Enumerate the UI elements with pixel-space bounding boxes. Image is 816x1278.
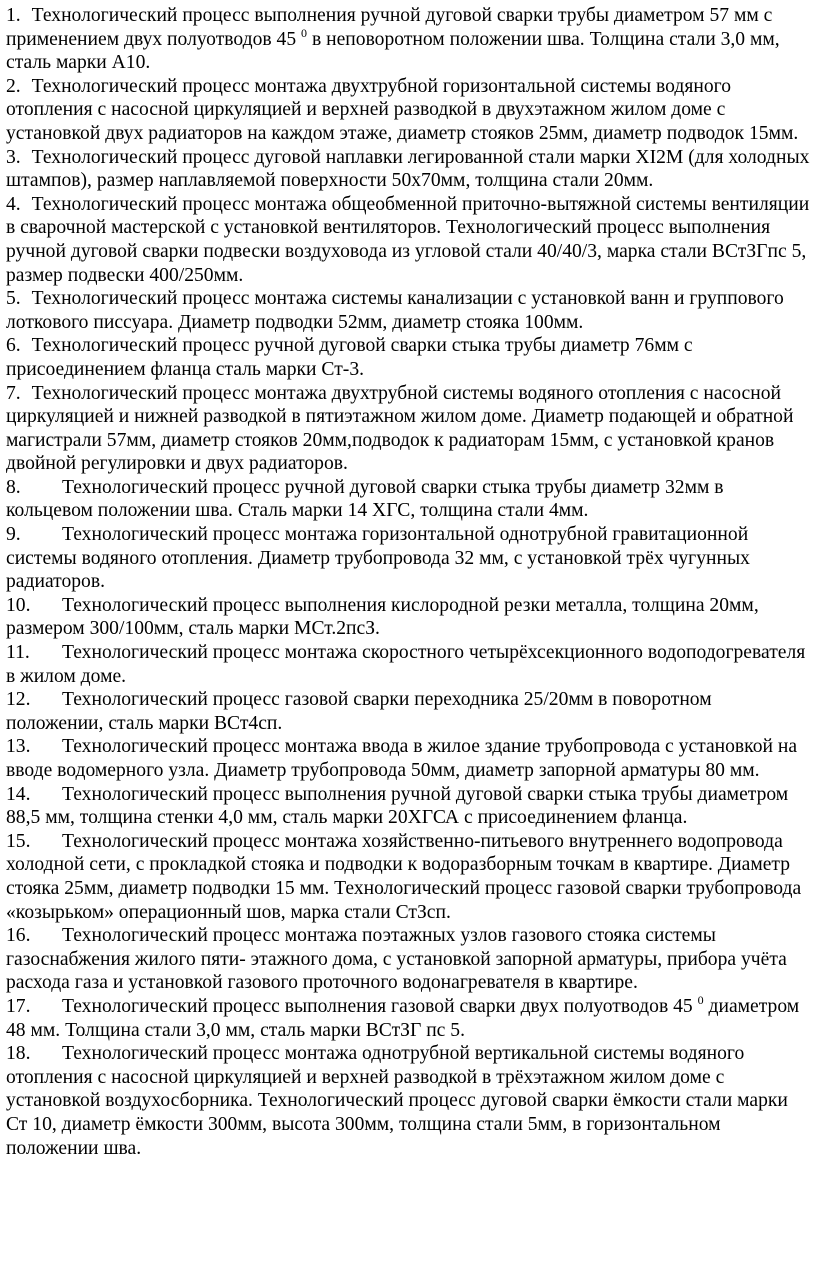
degree-superscript: 0 bbox=[301, 25, 308, 40]
list-item-2 bbox=[6, 75, 810, 146]
list-item-6 bbox=[6, 334, 810, 381]
item-number: 7. bbox=[6, 382, 21, 404]
item-text: Технологический процесс монтажа двухтрубной системы водяного отопления с насосной циркуляцией и нижней разводкой в пятиэтажном жилом доме. Диаметр подающей и обратной магистрали 57мм, диаметр стояков 20мм,подводок к радиаторам 15мм, с установкой кранов двойной регулировки и двух радиаторов. bbox=[6, 382, 794, 475]
list-item-14 bbox=[6, 783, 810, 830]
item-text: Технологический процесс ручной дуговой сварки стыка трубы диаметр 32мм в кольцевом положении шва. Сталь марки 14 ХГС, толщина стали 4мм. bbox=[6, 476, 724, 522]
item-text: Технологический процесс монтажа горизонтальной однотрубной гравитационной системы водяного отопления. Диаметр трубопровода 32 мм, с установкой трёх чугунных радиаторов. bbox=[6, 524, 750, 593]
list-item-9 bbox=[6, 523, 810, 594]
item-text-continued: диаметром 48 мм. Толщина стали 3,0 мм, сталь марки ВСтЗГ пс 5. bbox=[6, 995, 800, 1041]
list-item-18 bbox=[6, 1042, 810, 1160]
item-number: 5. bbox=[6, 288, 21, 310]
list-item-13 bbox=[6, 735, 810, 782]
list-item-10 bbox=[6, 594, 810, 641]
item-number: 18. bbox=[6, 1043, 31, 1065]
item-text: Технологический процесс монтажа однотрубной вертикальной системы водяного отопления с насосной циркуляцией и верхней разводкой в трёхэтажном жилом доме с установкой воздухосборника. Технологический процесс дуговой сварки ёмкости стали марки Ст 10, диаметр ёмкости 300мм, высота 300мм, толщина стали 5мм, в горизонтальном положении шва. bbox=[6, 1043, 788, 1159]
item-text: Технологический процесс выполнения газовой сварки двух полуотводов 45 bbox=[62, 995, 693, 1017]
item-number: 13. bbox=[6, 736, 31, 758]
item-text: Технологический процесс выполнения ручной дуговой сварки трубы диаметром 57 мм с применением двух полуотводов 45 bbox=[6, 5, 773, 50]
item-text: Технологический процесс выполнения ручной дуговой сварки стыка трубы диаметром 88,5 мм, толщина стенки 4,0 мм, сталь марки 20ХГСА с присоединением фланца. bbox=[6, 783, 789, 829]
list-item-5 bbox=[6, 287, 810, 334]
item-text: Технологический процесс монтажа двухтрубной горизонтальной системы водяного отопления с насосной циркуляцией и верхней разводкой в двухэтажном жилом доме с установкой двух радиаторов на каждом этаже, диаметр стояков 25мм, диаметр подводок 15мм. bbox=[6, 75, 799, 144]
list-item-1 bbox=[6, 4, 810, 75]
item-number: 1. bbox=[6, 5, 21, 26]
item-text: Технологический процесс газовой сварки переходника 25/20мм в поворотном положении, сталь марки ВСт4сп. bbox=[6, 689, 712, 734]
list-item-12 bbox=[6, 688, 810, 735]
item-text: Технологический процесс выполнения кислородной резки металла, толщина 20мм, размером 300/100мм, сталь марки МСт.2псЗ. bbox=[6, 594, 759, 640]
item-text: Технологический процесс ручной дуговой сварки стыка трубы диаметр 76мм с присоединением фланца сталь марки Ст-3. bbox=[6, 335, 693, 380]
item-number: 6. bbox=[6, 335, 21, 357]
item-text: Технологический процесс монтажа поэтажных узлов газового стояка системы газоснабжения жилого пяти- этажного дома, с установкой запорной арматуры, прибора учёта расхода газа и установкой газового проточного водонагревателя в квартире. bbox=[6, 925, 787, 994]
item-text: Технологический процесс дуговой наплавки легированной стали марки XI2M (для холодных штампов), размер наплавляемой поверхности 50x70мм, толщина стали 20мм. bbox=[6, 146, 810, 192]
list-item-7 bbox=[6, 382, 810, 476]
item-number: 14. bbox=[6, 783, 31, 805]
degree-superscript: 0 bbox=[697, 992, 704, 1007]
item-number: 17. bbox=[6, 995, 31, 1017]
item-number: 10. bbox=[6, 594, 31, 616]
item-text: Технологический процесс монтажа скоростного четырёхсекционного водоподогревателя в жилом доме. bbox=[6, 642, 806, 687]
item-number: 16. bbox=[6, 925, 31, 947]
list-item-4 bbox=[6, 193, 810, 287]
item-number: 2. bbox=[6, 75, 21, 97]
item-text-continued: в неповоротном положении шва. Толщина стали 3,0 мм, сталь марки А10. bbox=[6, 28, 780, 74]
item-number: 15. bbox=[6, 830, 31, 852]
item-number: 8. bbox=[6, 476, 21, 498]
list-item-11 bbox=[6, 641, 810, 688]
item-number: 3. bbox=[6, 146, 21, 168]
list-item-3 bbox=[6, 146, 810, 193]
item-number: 4. bbox=[6, 193, 21, 215]
item-number: 12. bbox=[6, 689, 31, 711]
task-list bbox=[6, 4, 810, 1160]
item-text: Технологический процесс монтажа хозяйственно-питьевого внутреннего водопровода холодной сети, с прокладкой стояка и подводки к водоразборным точкам в квартире. Диаметр стояка 25мм, диаметр подводки 15 мм. Технологический процесс газовой сварки трубопровода «козырьком» операционный шов, марка стали СтЗсп. bbox=[6, 830, 802, 923]
item-number: 9. bbox=[6, 524, 21, 546]
list-item-8 bbox=[6, 476, 810, 523]
item-text: Технологический процесс монтажа системы канализации с установкой ванн и группового лоткового писсуара. Диаметр подводки 52мм, диаметр стояка 100мм. bbox=[6, 288, 784, 333]
item-text: Технологический процесс монтажа общеобменной приточно-вытяжной системы вентиляции в сварочной мастерской с установкой вентиляторов. Технологический процесс выполнения ручной дуговой сварки подвески воздуховода из угловой стали 40/40/3, марка стали ВСтЗГпс 5, размер подвески 400/250мм. bbox=[6, 193, 810, 286]
item-text: Технологический процесс монтажа ввода в жилое здание трубопровода с установкой на вводе водомерного узла. Диаметр трубопровода 50мм, диаметр запорной арматуры 80 мм. bbox=[6, 736, 798, 781]
item-number: 11. bbox=[6, 642, 30, 664]
list-item-17 bbox=[6, 992, 810, 1042]
list-item-15 bbox=[6, 830, 810, 924]
list-item-16 bbox=[6, 924, 810, 995]
